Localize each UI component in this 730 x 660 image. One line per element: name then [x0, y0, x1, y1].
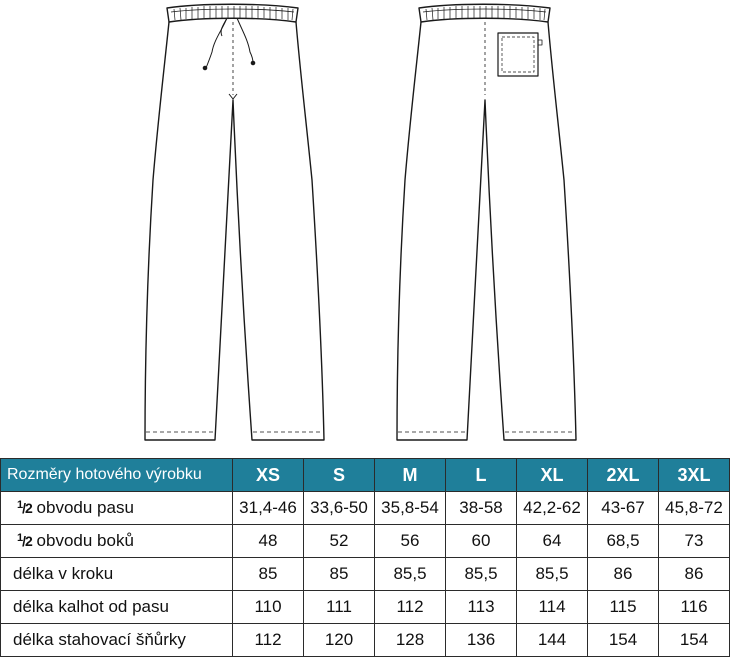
table-row [1, 591, 730, 624]
table-cell: 45,8-72 [659, 492, 730, 525]
table-cell: 85 [304, 558, 375, 591]
table-cell: 73 [659, 525, 730, 558]
size-header: XS [233, 459, 304, 492]
table-cell: 42,2-62 [517, 492, 588, 525]
half-fraction: $^1$/2 [17, 499, 32, 516]
table-cell: 85 [233, 558, 304, 591]
table-cell: 128 [375, 624, 446, 657]
table-cell: 154 [588, 624, 659, 657]
table-cell: 68,5 [588, 525, 659, 558]
table-cell: 86 [588, 558, 659, 591]
table-cell: 113 [446, 591, 517, 624]
header-label: Rozměry hotového výrobku [1, 459, 233, 492]
row-label: délka stahovací šňůrky [1, 624, 233, 657]
table-header-row [1, 459, 730, 492]
size-header: 3XL [659, 459, 730, 492]
half-fraction: $^1$/2 [17, 532, 32, 549]
table-cell: 48 [233, 525, 304, 558]
table-cell: 33,6-50 [304, 492, 375, 525]
table-cell: 85,5 [446, 558, 517, 591]
table-row [1, 492, 730, 525]
size-header: M [375, 459, 446, 492]
trousers-back-drawing [397, 4, 576, 440]
table-cell: 154 [659, 624, 730, 657]
table-cell: 110 [233, 591, 304, 624]
table-cell: 112 [233, 624, 304, 657]
size-header: S [304, 459, 375, 492]
size-chart-table [0, 458, 730, 657]
table-cell: 111 [304, 591, 375, 624]
row-label-text: obvodu pasu [36, 498, 134, 517]
table-row [1, 558, 730, 591]
table-cell: 64 [517, 525, 588, 558]
size-header: L [446, 459, 517, 492]
table-cell: 136 [446, 624, 517, 657]
table-cell: 60 [446, 525, 517, 558]
table-cell: 114 [517, 591, 588, 624]
table-cell: 52 [304, 525, 375, 558]
row-label [1, 492, 233, 525]
table-cell: 112 [375, 591, 446, 624]
table-cell: 38-58 [446, 492, 517, 525]
trousers-front-drawing [145, 4, 324, 440]
table-cell: 120 [304, 624, 375, 657]
table-cell: 85,5 [375, 558, 446, 591]
table-cell: 115 [588, 591, 659, 624]
table-cell: 31,4-46 [233, 492, 304, 525]
table-cell: 116 [659, 591, 730, 624]
table-row [1, 624, 730, 657]
table-row [1, 525, 730, 558]
row-label-text: obvodu boků [36, 531, 134, 550]
table-cell: 35,8-54 [375, 492, 446, 525]
row-label [1, 525, 233, 558]
row-label: délka kalhot od pasu [1, 591, 233, 624]
table-cell: 56 [375, 525, 446, 558]
table-cell: 86 [659, 558, 730, 591]
table-cell: 43-67 [588, 492, 659, 525]
size-header: XL [517, 459, 588, 492]
row-label: délka v kroku [1, 558, 233, 591]
table-cell: 85,5 [517, 558, 588, 591]
size-header: 2XL [588, 459, 659, 492]
table-cell: 144 [517, 624, 588, 657]
